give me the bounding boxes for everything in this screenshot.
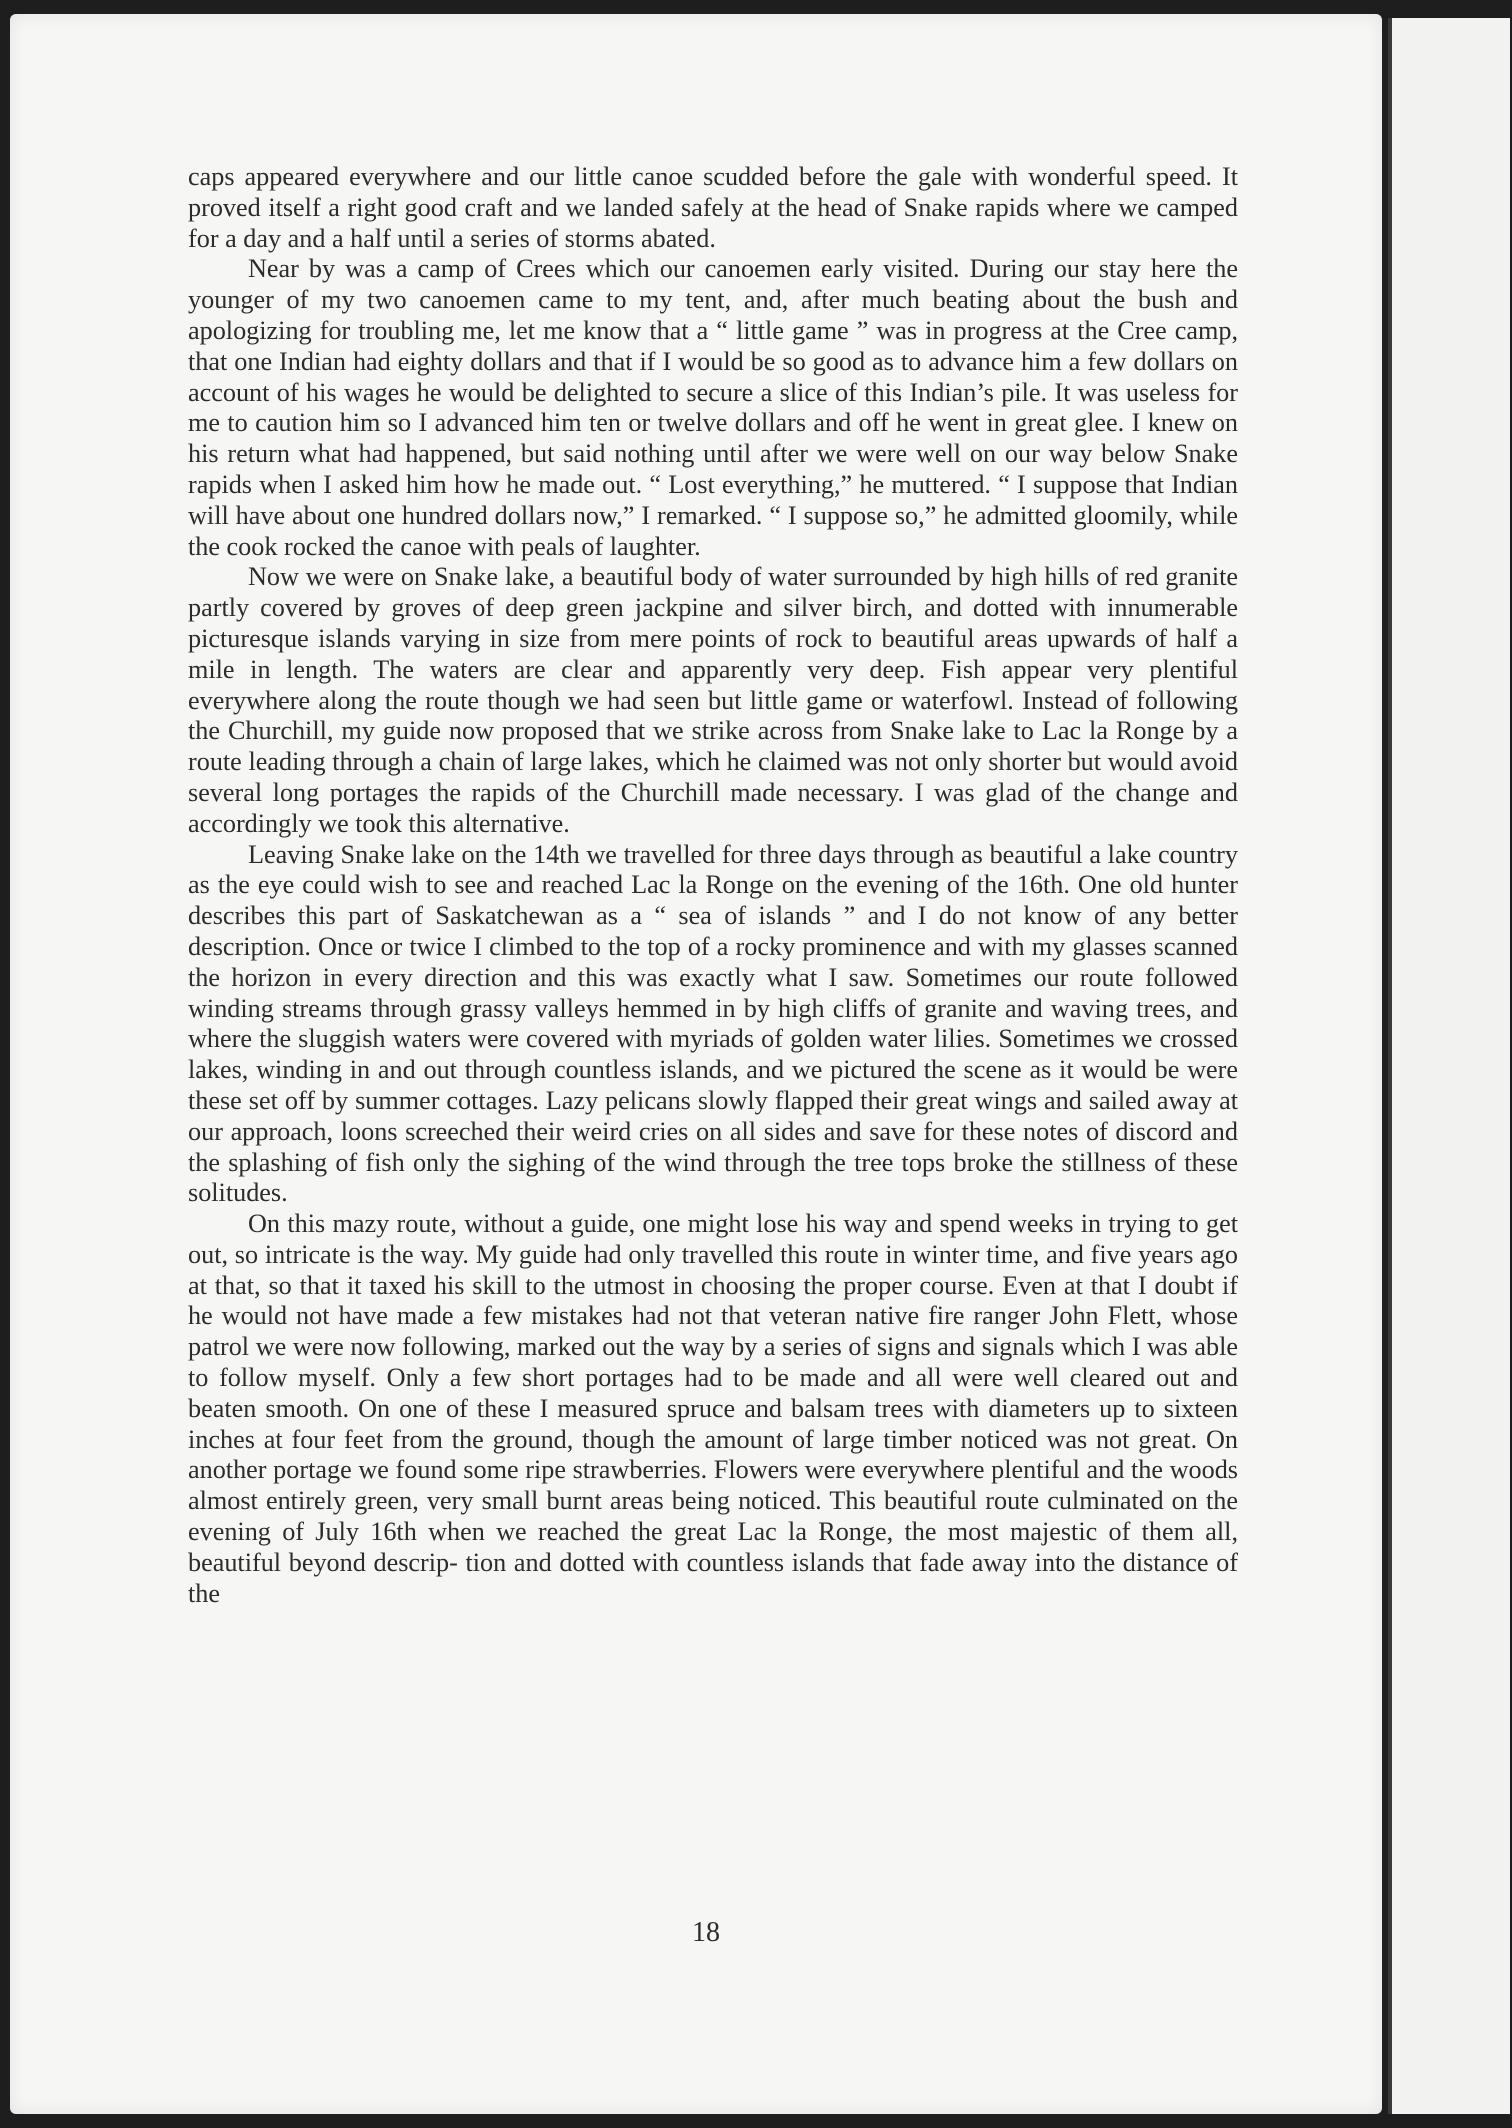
- body-text: [188, 162, 1238, 1609]
- paragraph-continued: caps appeared everywhere and our little canoe scudded before the gale with wonderful speed. It proved itself a right good craft and we landed safely at the head of Snake rapids where we camped for a day and a half until a series of storms abated.: [188, 162, 1238, 253]
- paragraph: Leaving Snake lake on the 14th we travelled for three days through as beautiful a lake country as the eye could wish to see and reached Lac la Ronge on the evening of the 16th. One old hunter describes this part of Saskatchewan as a “ sea of islands ” and I do not know of any better description. Once or twice I climbed to the top of a rocky prominence and with my glasses scanned the horizon in every direction and this was exactly what I saw. Sometimes our route followed winding streams through grassy valleys hemmed in by high cliffs of granite and waving trees, and where the sluggish waters were covered with myriads of golden water lilies. Sometimes we crossed lakes, winding in and out through countless islands, and we pictured the scene as it would be were these set off by summer cottages. Lazy pelicans slowly flapped their great wings and sailed away at our approach, loons screeched their weird cries on all sides and save for these notes of discord and the splashing of fish only the sighing of the wind through the tree tops broke the stillness of these solitudes.: [188, 839, 1238, 1208]
- facing-page-edge: [1388, 18, 1510, 2114]
- paragraph: Near by was a camp of Crees which our canoemen early visited. During our stay here the younger of my two canoemen came to my tent, and, after much beating about the bush and apologizing for troubling me, let me know that a “ little game ” was in progress at the Cree camp, that one Indian had eighty dollars and that if I would be so good as to advance him a few dollars on account of his wages he would be delighted to secure a slice of this Indian’s pile. It was useless for me to caution him so I advanced him ten or twelve dollars and off he went in great glee. I knew on his return what had happened, but said nothing until after we were well on our way below Snake rapids when I asked him how he made out. “ Lost everything,” he muttered. “ I suppose that Indian will have about one hundred dollars now,” I remarked. “ I suppose so,” he admitted gloomily, while the cook rocked the canoe with peals of laughter.: [188, 254, 1238, 561]
- page-number: 18: [692, 1917, 720, 1948]
- paragraph: Now we were on Snake lake, a beautiful body of water surrounded by high hills of red granite partly covered by groves of deep green jackpine and silver birch, and dotted with innumerable picturesque islands varying in size from mere points of rock to beautiful areas upwards of half a mile in length. The waters are clear and apparently very deep. Fish appear very plentiful everywhere along the route though we had seen but little game or waterfowl. Instead of following the Churchill, my guide now proposed that we strike across from Snake lake to Lac la Ronge by a route leading through a chain of large lakes, which he claimed was not only shorter but would avoid several long portages the rapids of the Churchill made necessary. I was glad of the change and accordingly we took this alternative.: [188, 562, 1238, 838]
- paragraph: On this mazy route, without a guide, one might lose his way and spend weeks in trying to get out, so intricate is the way. My guide had only travelled this route in winter time, and five years ago at that, so that it taxed his skill to the utmost in choosing the proper course. Even at that I doubt if he would not have made a few mistakes had not that veteran native fire ranger John Flett, whose patrol we were now following, marked out the way by a series of signs and signals which I was able to follow myself. Only a few short portages had to be made and all were well cleared out and beaten smooth. On one of these I measured spruce and balsam trees with diameters up to sixteen inches at four feet from the ground, though the amount of large timber noticed was not great. On another portage we found some ripe strawberries. Flowers were everywhere plentiful and the woods almost entirely green, very small burnt areas being noticed. This beautiful route culminated on the evening of July 16th when we reached the great Lac la Ronge, the most majestic of them all, beautiful beyond descrip- tion and dotted with countless islands that fade away into the distance of the: [188, 1209, 1238, 1608]
